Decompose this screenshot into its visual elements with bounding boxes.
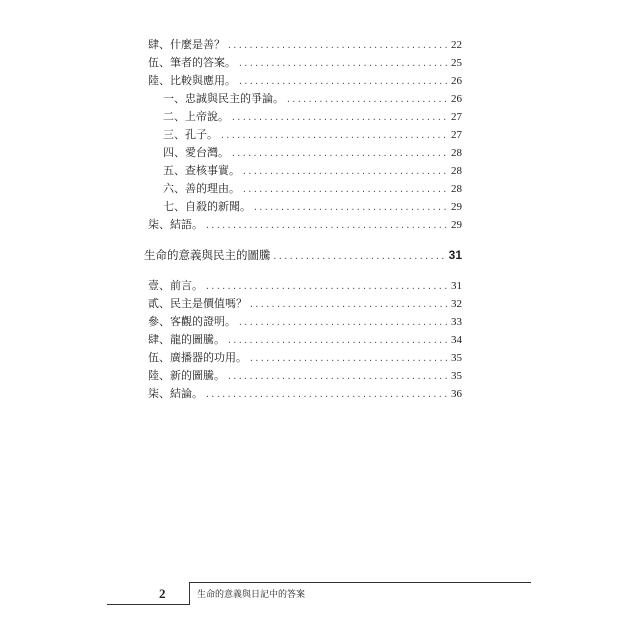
toc-subentry-page: 28 [451,147,462,159]
page-number: 2 [159,586,166,601]
toc-subentry-label: 二、上帝說。 [163,110,229,123]
toc-entry-label: 陸、新的圖騰。 [148,369,225,382]
toc-entry-page: 31 [451,280,462,292]
toc-subentry-page: 28 [451,165,462,177]
dot-leader [253,201,449,215]
toc-subentry-page: 28 [451,183,462,195]
dot-leader [238,316,449,330]
toc-subentry [163,110,462,125]
toc-subentry-page: 26 [451,93,462,105]
toc-entry [148,74,462,89]
dot-leader [238,75,449,89]
toc-entry-label: 伍、筆者的答案。 [148,56,236,69]
dot-leader [273,250,447,264]
dot-leader [227,370,449,384]
footer-rule-top [189,582,531,583]
toc-entry-page: 26 [451,75,462,87]
toc-subentry-page: 29 [451,201,462,213]
dot-leader [242,183,449,197]
toc-entry-page: 33 [451,316,462,328]
dot-leader [205,219,449,233]
toc-entry [148,333,462,348]
toc-entry-page: 35 [451,352,462,364]
toc-subentry-page: 27 [451,129,462,141]
dot-leader [231,147,449,161]
toc-entry [148,315,462,330]
dot-leader [231,111,449,125]
toc-entry-label: 肆、什麼是善？ [148,38,225,51]
dot-leader [249,352,449,366]
dot-leader [205,280,449,294]
dot-leader [227,39,449,53]
toc-entry-label: 伍、廣播器的功用。 [148,351,247,364]
toc-entry-label: 參、客觀的證明。 [148,315,236,328]
toc-entry [148,56,462,71]
toc-subentry-label: 三、孔子。 [163,128,218,141]
dot-leader [220,129,449,143]
dot-leader [238,57,449,71]
toc-entry-page: 34 [451,334,462,346]
toc-entry-label: 柒、結論。 [148,387,203,400]
toc-entry [148,279,462,294]
toc-chapter-page: 31 [448,248,462,262]
footer-rule-bottom [107,604,189,605]
toc-entry-label: 壹、前言。 [148,279,203,292]
toc-subentry [163,200,462,215]
toc-chapter-title: 生命的意義與民主的圖騰 [144,248,271,262]
footer-rule-divider [189,582,190,605]
toc-entry-page: 35 [451,370,462,382]
toc-entry-label: 陸、比較與應用。 [148,74,236,87]
toc-entry-page: 25 [451,57,462,69]
toc-entry-label: 肆、龍的圖騰。 [148,333,225,346]
toc-entry-page: 36 [451,388,462,400]
toc-entry [148,387,462,402]
running-title: 生命的意義與日記中的答案 [197,590,306,600]
toc-subentry-page: 27 [451,111,462,123]
dot-leader [249,298,449,312]
toc-subentry [163,182,462,197]
dot-leader [242,165,449,179]
toc-entry-label: 貳、民主是價值嗎？ [148,297,247,310]
toc-entry [148,369,462,384]
dot-leader [227,334,449,348]
toc-subentry-label: 五、查核事實。 [163,164,240,177]
toc-entry-page: 29 [451,219,462,231]
toc-chapter [144,248,462,264]
toc-subentry [163,128,462,143]
toc-entry [148,351,462,366]
toc-entry [148,297,462,312]
toc-subentry [163,92,462,107]
toc-subentry-label: 四、愛台灣。 [163,146,229,159]
toc-entry [148,218,462,233]
toc-entry-page: 32 [451,298,462,310]
dot-leader [205,388,449,402]
toc-subentry [163,146,462,161]
toc-subentry-label: 七、自殺的新聞。 [163,200,251,213]
toc-subentry [163,164,462,179]
toc-entry-page: 22 [451,39,462,51]
toc-entry-label: 柒、結語。 [148,218,203,231]
toc-entry [148,38,462,53]
dot-leader [286,93,449,107]
toc-subentry-label: 六、善的理由。 [163,182,240,195]
toc-subentry-label: 一、忠誠與民主的爭論。 [163,92,284,105]
